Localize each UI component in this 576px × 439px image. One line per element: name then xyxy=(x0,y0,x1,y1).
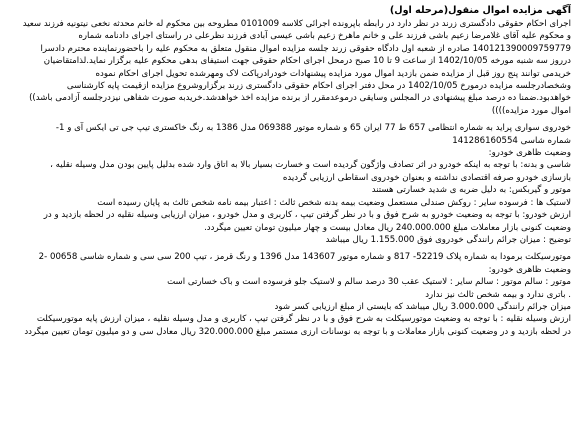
item-1-car xyxy=(5,122,571,246)
item-line: وضعیت کنونی بازار معاملات مبلغ 240.000.000 ریال معادل بیست و چهار میلیون تومان تعیین میگردد. xyxy=(204,222,571,233)
intro-line: خریدمی توانند پنج روز قبل از مزایده ضمن بازدید اموال مورد مزایده پیشنهادات خودرادرپاکت لاک ومهرشده تحویل اجرای احکام نموده xyxy=(95,68,571,79)
item-2-motorcycle xyxy=(5,251,571,338)
item-line: لاستیک ها : فرسوده سایر : روکش صندلی مستعمل وضعیت بیمه بدنه شخص ثالث : اعتبار بیمه نامه شخص ثالث به پایان رسیده است xyxy=(97,197,571,208)
item-line: شاسی و بدنه: با توجه به اینکه خودرو در اثر تصادف واژگون گردیده است و خسارت بسیار بالا به اتاق وارد شده بدلیل پایین بودن مدل وسیله نقلیه ، xyxy=(50,160,571,171)
item-line: توضیح : میزان جرائم رانندگی خودروی فوق 1.155.000 ریال میباشد xyxy=(325,234,571,245)
item-line: خودروی سواری پراید به شماره انتظامی 657 ط 77 ایران 65 و شماره موتور 069388 مدل 1386 به رنگ خاکستری تیپ جی تی ایکس آی و 1- xyxy=(55,123,571,134)
item-line: وضعیت ظاهری خودرو: xyxy=(488,148,571,159)
intro-line: درروز سه شنبه مورخه 1402/10/05 از ساعت 9 تا 10 صبح درمحل اجرای احکام حقوقی جهت استیفای بدهی محکوم علیه برگزار نماید.لذامتقاضیان xyxy=(43,56,571,67)
intro-line: اجرای احکام حقوقی دادگستری زرند در نظر دارد در رابطه باپرونده اجرائی کلاسه 0101009 مطروحه بین محکوم له خانم محدثه نخعی نیتونیه فرزند سعید xyxy=(22,19,571,29)
item-line: شماره شاسی 141286160554 xyxy=(452,135,571,146)
intro-line: وشخصادرجلسه مزایده درمورخ 1402/10/05 در محل دفتر اجرای احکام حقوقی دادگستری زرند برگزاروشروع مزایده ازقیمت پایه کارشناسی xyxy=(66,81,571,92)
intro-line: و محکوم علیه آقای غلامرضا زعیم باشی فرزند علی و خانم ماهرخ زعیم باشی عیسی آبادی فرزند نظرعلی در راستای اجرای دادنامه شماره xyxy=(78,31,571,42)
item-line: . باتری ندارد و بیمه شخص ثالث نیز ندارد xyxy=(425,289,571,300)
item-line: ارزش وسیله نقلیه : با توجه به وضعیت موتورسیکلت به شرح فوق و با در نظر گرفتن تیپ ، کاربری و مدل وسیله نقلیه ، میزان ارزش پایه موتورسیکلت xyxy=(36,314,571,325)
item-line: ارزش خودرو: با توجه به وضعیت خودرو به شرح فوق و با در نظر گرفتن تیپ ، کاربری و مدل خودرو ، میزان ارزیابی وسیله نقلیه در لحظه بازدید و در xyxy=(43,210,571,221)
item-line: در لحظه بازدید و در وضعیت کنونی بازار معاملات و با توجه به نوسانات ارزی مستمر مبلغ 320.000.000 ریال معادل سی و دو میلیون تومان تعیین میگردد xyxy=(24,326,571,337)
notice-title: آگهی مزایده اموال منقول(مرحله اول) xyxy=(389,5,571,16)
item-line: موتور و گیربکس: به دلیل ضربه ی شدید خسارتی هستند xyxy=(371,185,571,196)
item-line: موتورسیکلت برمودا به شماره پلاک 52219- 817 و شماره موتور 143607 مدل 1396 و رنگ قرمز ، تیپ 200 سی سی و شماره شاسی 00658 -2 xyxy=(38,252,571,263)
item-line: بازسازی خودرو صرفه اقتصادی نداشته و بعنوان خودروی اسقاطی ارزیابی گردیده xyxy=(282,172,571,183)
intro-line: خواهدبود.ضمنا ده درصد مبلغ پیشنهادی در المجلس وسایقی درموعدمقرر از برنده مزایده اخذ خواهدشد.خریدبه صورت شفاهی نیزدرجلسه آزادمی باشد)) xyxy=(29,93,571,104)
item-line: موتور : سالم موتور : سالم سایر : لاستیک عقب 30 درصد سالم و لاستیک جلو فرسوده است و باک خسارتی است xyxy=(167,277,571,288)
section-heading: اموال مورد مزایده)))) xyxy=(491,105,571,116)
item-line: وضعیت ظاهری خودرو: xyxy=(488,264,571,275)
item-line: میزان جرائم رانندگی 3.000.000 ریال میباشد که بایستی از مبلغ ارزیابی کسر شود xyxy=(274,301,571,312)
intro-paragraph xyxy=(5,18,571,117)
intro-line: 140121390009759779 صادره از شعبه اول دادگاه حقوقی زرند جلسه مزایده اموال منقول متعلق به محکوم علیه را باحضورنماینده محترم دادسرا xyxy=(40,43,571,54)
